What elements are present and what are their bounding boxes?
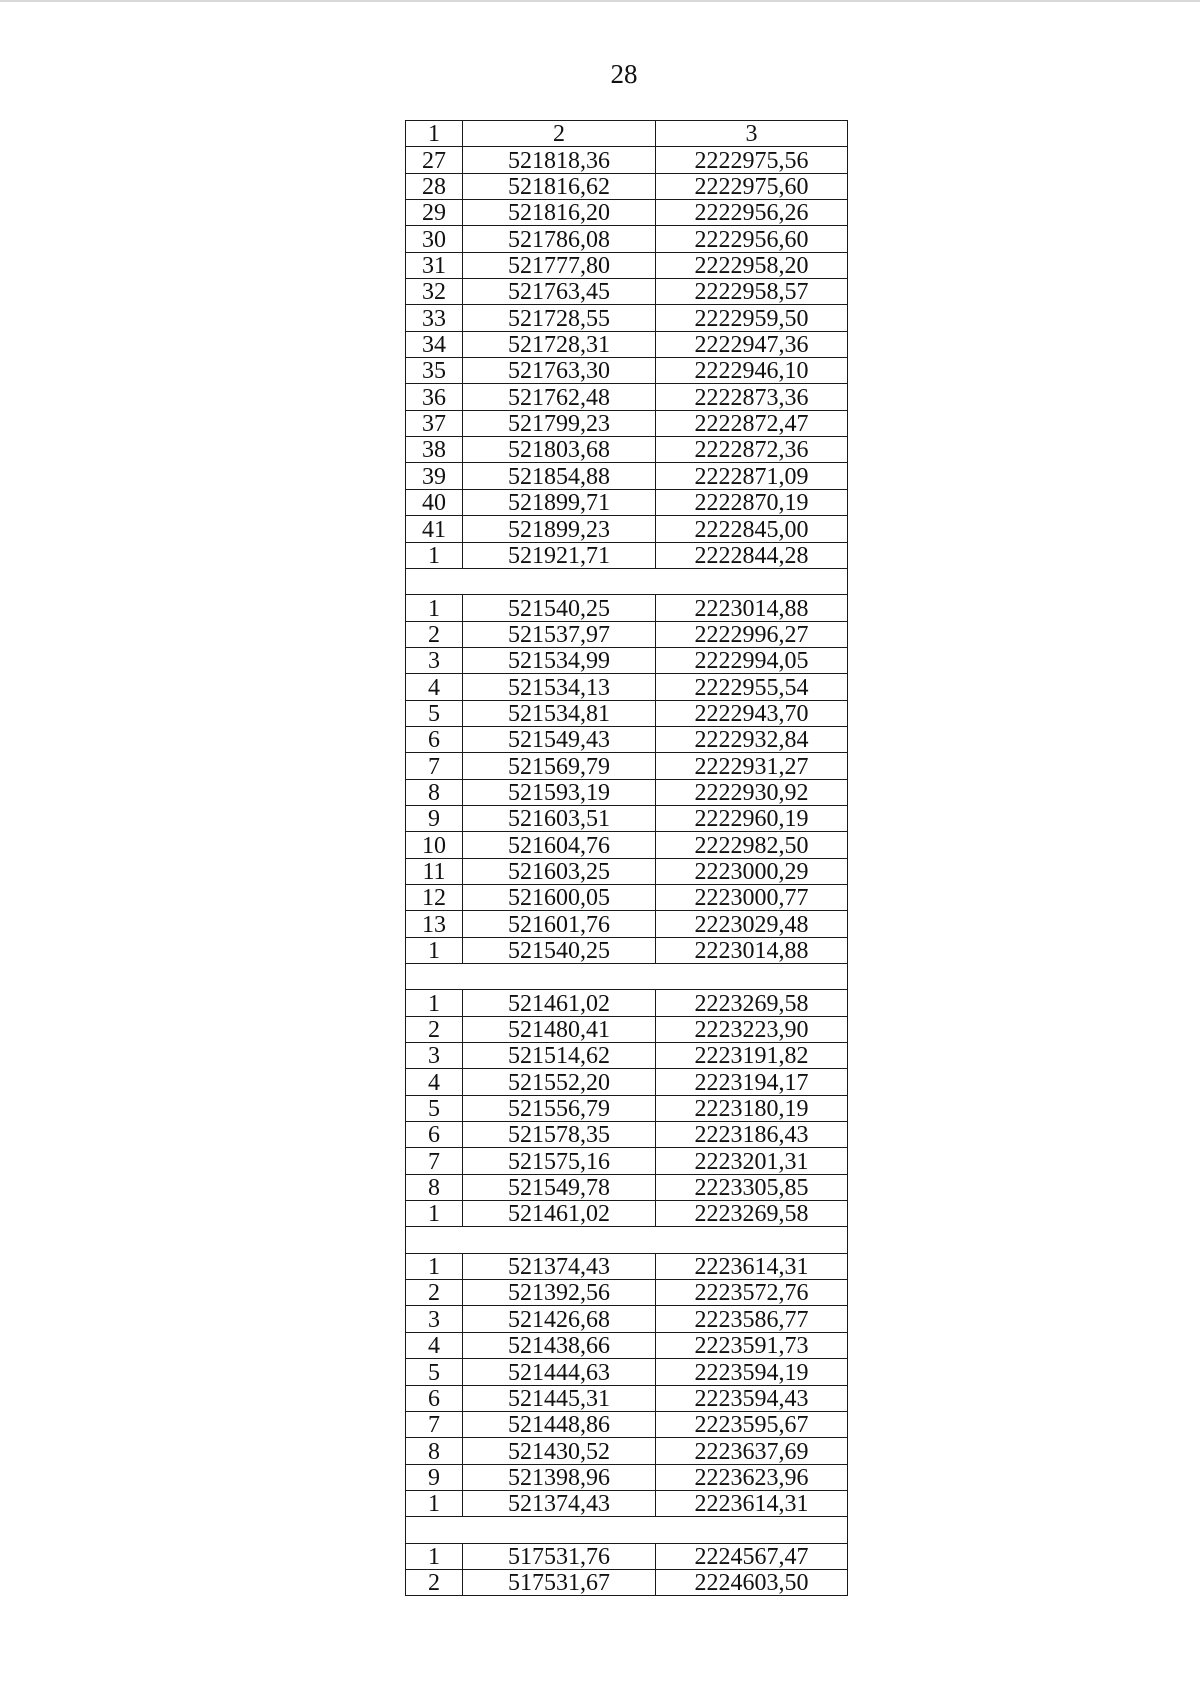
cell-x-coordinate: 521803,68: [463, 437, 656, 463]
cell-y-coordinate: 2223572,76: [656, 1280, 848, 1306]
scan-edge: [0, 0, 1200, 2]
cell-y-coordinate: 2223614,31: [656, 1490, 848, 1516]
cell-x-coordinate: 521816,20: [463, 200, 656, 226]
table-row: [406, 937, 848, 963]
table-row: [406, 621, 848, 647]
cell-y-coordinate: 2223594,19: [656, 1359, 848, 1385]
cell-y-coordinate: 2223180,19: [656, 1095, 848, 1121]
cell-x-coordinate: 521728,31: [463, 331, 656, 357]
table-row: [406, 753, 848, 779]
cell-point-number: 3: [406, 1043, 463, 1069]
table-row: [406, 1490, 848, 1516]
cell-y-coordinate: 2222870,19: [656, 489, 848, 515]
table-row: [406, 1174, 848, 1200]
cell-y-coordinate: 2222956,60: [656, 226, 848, 252]
cell-x-coordinate: 521777,80: [463, 252, 656, 278]
cell-y-coordinate: 2222844,28: [656, 542, 848, 568]
cell-x-coordinate: 521556,79: [463, 1095, 656, 1121]
cell-point-number: 4: [406, 1069, 463, 1095]
header-row: [406, 121, 848, 147]
cell-y-coordinate: 2223014,88: [656, 595, 848, 621]
coordinates-table: [405, 120, 848, 1596]
cell-y-coordinate: 2223014,88: [656, 937, 848, 963]
cell-point-number: 36: [406, 384, 463, 410]
cell-y-coordinate: 2223000,29: [656, 858, 848, 884]
table-row: [406, 1095, 848, 1121]
table-row: [406, 1043, 848, 1069]
cell-y-coordinate: 2222975,60: [656, 173, 848, 199]
cell-point-number: 2: [406, 621, 463, 647]
cell-y-coordinate: 2223269,58: [656, 1201, 848, 1227]
cell-point-number: 10: [406, 832, 463, 858]
cell-x-coordinate: 521534,13: [463, 674, 656, 700]
cell-y-coordinate: 2224567,47: [656, 1543, 848, 1569]
table-row: [406, 595, 848, 621]
header-cell-point: 1: [406, 121, 463, 147]
cell-x-coordinate: 521480,41: [463, 1016, 656, 1042]
cell-y-coordinate: 2223614,31: [656, 1253, 848, 1279]
cell-point-number: 8: [406, 1174, 463, 1200]
table-row: [406, 700, 848, 726]
cell-y-coordinate: 2223186,43: [656, 1122, 848, 1148]
table-row: [406, 1069, 848, 1095]
cell-x-coordinate: 521392,56: [463, 1280, 656, 1306]
cell-x-coordinate: 521374,43: [463, 1490, 656, 1516]
cell-y-coordinate: 2222845,00: [656, 516, 848, 542]
cell-x-coordinate: 521549,43: [463, 726, 656, 752]
table-row: [406, 331, 848, 357]
cell-point-number: 31: [406, 252, 463, 278]
cell-x-coordinate: 521799,23: [463, 410, 656, 436]
cell-x-coordinate: 521430,52: [463, 1438, 656, 1464]
separator-row: [406, 568, 848, 594]
cell-y-coordinate: 2222958,57: [656, 279, 848, 305]
cell-point-number: 1: [406, 1253, 463, 1279]
separator-row: [406, 1227, 848, 1253]
cell-x-coordinate: 517531,67: [463, 1569, 656, 1595]
table-row: [406, 410, 848, 436]
cell-x-coordinate: 521537,97: [463, 621, 656, 647]
separator-row: [406, 964, 848, 990]
cell-x-coordinate: 521603,51: [463, 805, 656, 831]
table-row: [406, 279, 848, 305]
cell-x-coordinate: 521549,78: [463, 1174, 656, 1200]
cell-y-coordinate: 2223000,77: [656, 884, 848, 910]
cell-x-coordinate: 521604,76: [463, 832, 656, 858]
separator-row: [406, 1517, 848, 1543]
cell-y-coordinate: 2222871,09: [656, 463, 848, 489]
cell-y-coordinate: 2222932,84: [656, 726, 848, 752]
cell-y-coordinate: 2223637,69: [656, 1438, 848, 1464]
cell-y-coordinate: 2222996,27: [656, 621, 848, 647]
cell-x-coordinate: 521461,02: [463, 990, 656, 1016]
cell-point-number: 5: [406, 1095, 463, 1121]
table-row: [406, 990, 848, 1016]
cell-point-number: 32: [406, 279, 463, 305]
table-row: [406, 1464, 848, 1490]
cell-point-number: 33: [406, 305, 463, 331]
cell-point-number: 38: [406, 437, 463, 463]
table-row: [406, 884, 848, 910]
table-row: [406, 226, 848, 252]
table-row: [406, 726, 848, 752]
cell-point-number: 34: [406, 331, 463, 357]
table-row: [406, 1438, 848, 1464]
cell-point-number: 2: [406, 1569, 463, 1595]
separator-cell: [406, 964, 848, 990]
cell-x-coordinate: 521534,99: [463, 647, 656, 673]
cell-x-coordinate: 521461,02: [463, 1201, 656, 1227]
cell-point-number: 28: [406, 173, 463, 199]
cell-point-number: 3: [406, 647, 463, 673]
table-row: [406, 1411, 848, 1437]
cell-x-coordinate: 521398,96: [463, 1464, 656, 1490]
cell-x-coordinate: 521600,05: [463, 884, 656, 910]
cell-y-coordinate: 2222994,05: [656, 647, 848, 673]
cell-x-coordinate: 521818,36: [463, 147, 656, 173]
cell-point-number: 1: [406, 937, 463, 963]
table-row: [406, 1359, 848, 1385]
cell-y-coordinate: 2223223,90: [656, 1016, 848, 1042]
cell-point-number: 2: [406, 1280, 463, 1306]
cell-point-number: 4: [406, 1332, 463, 1358]
cell-point-number: 5: [406, 1359, 463, 1385]
table-row: [406, 1569, 848, 1595]
cell-point-number: 7: [406, 753, 463, 779]
table-row: [406, 805, 848, 831]
cell-point-number: 7: [406, 1148, 463, 1174]
cell-point-number: 1: [406, 595, 463, 621]
separator-cell: [406, 568, 848, 594]
table-row: [406, 305, 848, 331]
cell-y-coordinate: 2222960,19: [656, 805, 848, 831]
cell-point-number: 13: [406, 911, 463, 937]
cell-point-number: 41: [406, 516, 463, 542]
cell-x-coordinate: 521899,71: [463, 489, 656, 515]
page-number: 28: [610, 59, 638, 89]
cell-y-coordinate: 2223194,17: [656, 1069, 848, 1095]
cell-x-coordinate: 521763,45: [463, 279, 656, 305]
cell-point-number: 5: [406, 700, 463, 726]
cell-point-number: 4: [406, 674, 463, 700]
cell-x-coordinate: 521578,35: [463, 1122, 656, 1148]
cell-point-number: 1: [406, 1490, 463, 1516]
table-row: [406, 858, 848, 884]
cell-y-coordinate: 2223305,85: [656, 1174, 848, 1200]
cell-x-coordinate: 521445,31: [463, 1385, 656, 1411]
cell-point-number: 35: [406, 358, 463, 384]
table-body: [406, 147, 848, 1596]
cell-x-coordinate: 521569,79: [463, 753, 656, 779]
cell-point-number: 6: [406, 726, 463, 752]
cell-y-coordinate: 2222873,36: [656, 384, 848, 410]
cell-y-coordinate: 2223591,73: [656, 1332, 848, 1358]
cell-x-coordinate: 521575,16: [463, 1148, 656, 1174]
cell-point-number: 30: [406, 226, 463, 252]
cell-point-number: 9: [406, 805, 463, 831]
cell-point-number: 2: [406, 1016, 463, 1042]
cell-point-number: 39: [406, 463, 463, 489]
table-row: [406, 252, 848, 278]
cell-x-coordinate: 521854,88: [463, 463, 656, 489]
cell-y-coordinate: 2222956,26: [656, 200, 848, 226]
cell-x-coordinate: 521540,25: [463, 937, 656, 963]
header-cell-x: 2: [463, 121, 656, 147]
cell-point-number: 6: [406, 1122, 463, 1148]
cell-y-coordinate: 2223201,31: [656, 1148, 848, 1174]
cell-point-number: 1: [406, 990, 463, 1016]
cell-y-coordinate: 2222943,70: [656, 700, 848, 726]
table-row: [406, 1148, 848, 1174]
table-row: [406, 542, 848, 568]
table-row: [406, 1201, 848, 1227]
cell-x-coordinate: 521601,76: [463, 911, 656, 937]
cell-x-coordinate: 521786,08: [463, 226, 656, 252]
cell-y-coordinate: 2222946,10: [656, 358, 848, 384]
cell-y-coordinate: 2222947,36: [656, 331, 848, 357]
cell-x-coordinate: 521593,19: [463, 779, 656, 805]
cell-x-coordinate: 521514,62: [463, 1043, 656, 1069]
cell-x-coordinate: 521426,68: [463, 1306, 656, 1332]
cell-point-number: 12: [406, 884, 463, 910]
table-row: [406, 1016, 848, 1042]
cell-x-coordinate: 521763,30: [463, 358, 656, 384]
table-row: [406, 147, 848, 173]
cell-y-coordinate: 2223029,48: [656, 911, 848, 937]
table-row: [406, 489, 848, 515]
separator-cell: [406, 1227, 848, 1253]
cell-y-coordinate: 2223595,67: [656, 1411, 848, 1437]
table-row: [406, 173, 848, 199]
table-row: [406, 1122, 848, 1148]
table-row: [406, 1280, 848, 1306]
cell-y-coordinate: 2223191,82: [656, 1043, 848, 1069]
cell-point-number: 1: [406, 1543, 463, 1569]
cell-y-coordinate: 2222958,20: [656, 252, 848, 278]
cell-x-coordinate: 521534,81: [463, 700, 656, 726]
cell-point-number: 37: [406, 410, 463, 436]
cell-x-coordinate: 521540,25: [463, 595, 656, 621]
cell-y-coordinate: 2222872,47: [656, 410, 848, 436]
cell-point-number: 6: [406, 1385, 463, 1411]
cell-x-coordinate: 521921,71: [463, 542, 656, 568]
cell-x-coordinate: 521762,48: [463, 384, 656, 410]
cell-x-coordinate: 521728,55: [463, 305, 656, 331]
cell-x-coordinate: 521816,62: [463, 173, 656, 199]
table-row: [406, 832, 848, 858]
cell-x-coordinate: 521374,43: [463, 1253, 656, 1279]
cell-x-coordinate: 521444,63: [463, 1359, 656, 1385]
cell-x-coordinate: 517531,76: [463, 1543, 656, 1569]
separator-cell: [406, 1517, 848, 1543]
cell-x-coordinate: 521552,20: [463, 1069, 656, 1095]
cell-y-coordinate: 2222955,54: [656, 674, 848, 700]
cell-y-coordinate: 2223623,96: [656, 1464, 848, 1490]
cell-y-coordinate: 2222930,92: [656, 779, 848, 805]
cell-y-coordinate: 2222959,50: [656, 305, 848, 331]
cell-y-coordinate: 2223594,43: [656, 1385, 848, 1411]
cell-point-number: 27: [406, 147, 463, 173]
cell-point-number: 40: [406, 489, 463, 515]
cell-point-number: 1: [406, 542, 463, 568]
table-row: [406, 1306, 848, 1332]
table-row: [406, 1385, 848, 1411]
cell-point-number: 8: [406, 779, 463, 805]
table-row: [406, 358, 848, 384]
cell-y-coordinate: 2222975,56: [656, 147, 848, 173]
cell-x-coordinate: 521899,23: [463, 516, 656, 542]
cell-y-coordinate: 2224603,50: [656, 1569, 848, 1595]
cell-point-number: 7: [406, 1411, 463, 1437]
cell-x-coordinate: 521438,66: [463, 1332, 656, 1358]
cell-point-number: 29: [406, 200, 463, 226]
cell-point-number: 3: [406, 1306, 463, 1332]
cell-y-coordinate: 2222982,50: [656, 832, 848, 858]
cell-x-coordinate: 521603,25: [463, 858, 656, 884]
table-row: [406, 1253, 848, 1279]
cell-y-coordinate: 2222931,27: [656, 753, 848, 779]
table-row: [406, 647, 848, 673]
cell-point-number: 9: [406, 1464, 463, 1490]
table-row: [406, 1332, 848, 1358]
cell-point-number: 11: [406, 858, 463, 884]
table-row: [406, 779, 848, 805]
cell-y-coordinate: 2223269,58: [656, 990, 848, 1016]
table-row: [406, 674, 848, 700]
table-row: [406, 384, 848, 410]
cell-y-coordinate: 2223586,77: [656, 1306, 848, 1332]
table-row: [406, 911, 848, 937]
header-cell-y: 3: [656, 121, 848, 147]
table-row: [406, 437, 848, 463]
cell-point-number: 1: [406, 1201, 463, 1227]
cell-point-number: 8: [406, 1438, 463, 1464]
table-row: [406, 516, 848, 542]
table-row: [406, 463, 848, 489]
cell-x-coordinate: 521448,86: [463, 1411, 656, 1437]
table-row: [406, 200, 848, 226]
table-row: [406, 1543, 848, 1569]
cell-y-coordinate: 2222872,36: [656, 437, 848, 463]
